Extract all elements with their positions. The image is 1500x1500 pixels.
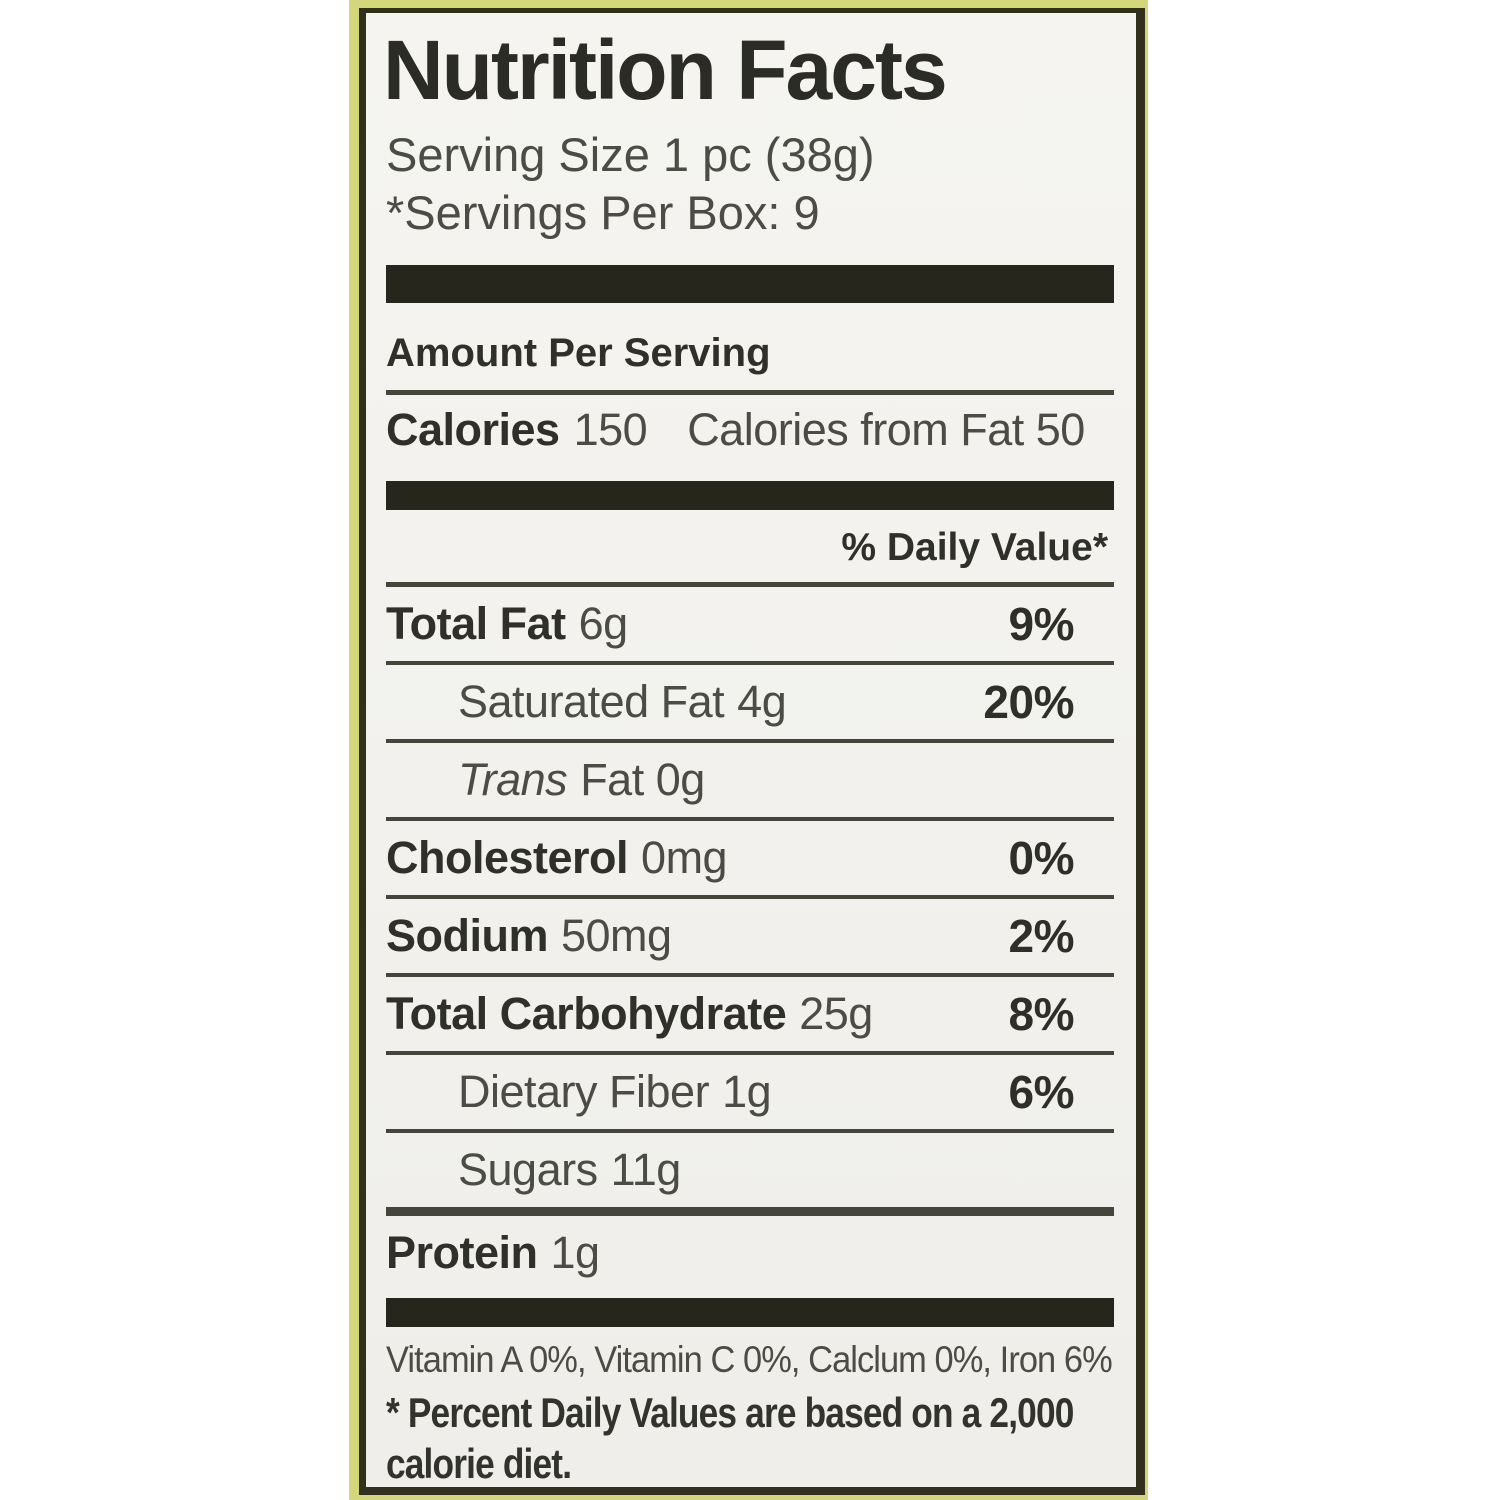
row-trans-fat — [386, 743, 1114, 817]
nutrient-name: Trans — [458, 753, 568, 805]
nutrient-amount: 25g — [799, 987, 873, 1039]
nutrient-daily-value: 9% — [1008, 597, 1074, 650]
calories-row — [386, 403, 1114, 457]
footnote-line-1: * Percent Daily Values are based on a 2,000 — [386, 1388, 1074, 1436]
nutrient-name: Total Carbohydrate — [386, 987, 787, 1039]
row-dietary-fiber — [386, 1055, 1114, 1129]
separator-bar-medium — [386, 481, 1114, 510]
nutrient-name: Total Fat — [386, 597, 566, 649]
nutrient-amount: 1g — [550, 1226, 600, 1278]
calories-from-fat: Calories from Fat 50 — [687, 403, 1085, 455]
row-cholesterol — [386, 821, 1114, 895]
nutrient-amount: Fat 0g — [580, 753, 705, 805]
nutrient-name: Dietary Fiber — [458, 1065, 710, 1117]
separator-bar-medium — [386, 1298, 1114, 1327]
row-total-fat — [386, 587, 1114, 661]
nutrient-name: Sodium — [386, 909, 548, 961]
nutrient-amount: 1g — [722, 1065, 772, 1117]
serving-size-line: Serving Size 1 pc (38g) — [386, 127, 875, 181]
nutrient-name: Saturated Fat — [458, 675, 725, 727]
nutrient-amount: 11g — [610, 1143, 681, 1195]
row-protein — [386, 1216, 1114, 1290]
vitamins-minerals-line: Vitamin A 0%, Vitamin C 0%, Calclum 0%, Iron 6% — [386, 1338, 1112, 1380]
nutrient-amount: 4g — [737, 675, 787, 727]
nutrient-daily-value: 20% — [983, 675, 1074, 728]
nutrient-daily-value: 0% — [1008, 831, 1074, 884]
nutrition-facts-label — [366, 13, 1136, 1487]
product-box-photo — [349, 0, 1148, 1500]
row-sugars — [386, 1133, 1114, 1207]
nutrient-daily-value: 8% — [1008, 987, 1074, 1040]
nutrient-name: Sugars — [458, 1143, 598, 1195]
separator-bar-thick — [386, 265, 1114, 303]
nutrient-name: Cholesterol — [386, 831, 629, 883]
row-total-carbohydrate — [386, 977, 1114, 1051]
footnote-line-2: calorie diet. — [386, 1439, 572, 1487]
daily-value-header: % Daily Value* — [841, 525, 1108, 569]
nutrient-amount: 50mg — [561, 909, 672, 961]
calories-value: 150 — [573, 403, 648, 455]
nutrient-amount: 6g — [578, 597, 628, 649]
row-sodium — [386, 899, 1114, 973]
servings-per-box-line: *Servings Per Box: 9 — [386, 186, 820, 240]
divider-thick — [386, 1207, 1114, 1216]
nutrient-daily-value: 6% — [1008, 1065, 1074, 1118]
amount-per-serving-label: Amount Per Serving — [386, 330, 771, 375]
label-title: Nutrition Facts — [383, 23, 946, 117]
nutrient-amount: 0mg — [641, 831, 728, 883]
nutrient-daily-value: 2% — [1008, 909, 1074, 962]
nutrient-name: Protein — [386, 1226, 538, 1278]
row-saturated-fat — [386, 665, 1114, 739]
label-border — [359, 8, 1145, 1495]
calories-label: Calories — [386, 403, 560, 455]
divider — [386, 390, 1114, 395]
daily-value-footnote — [386, 1387, 1074, 1487]
